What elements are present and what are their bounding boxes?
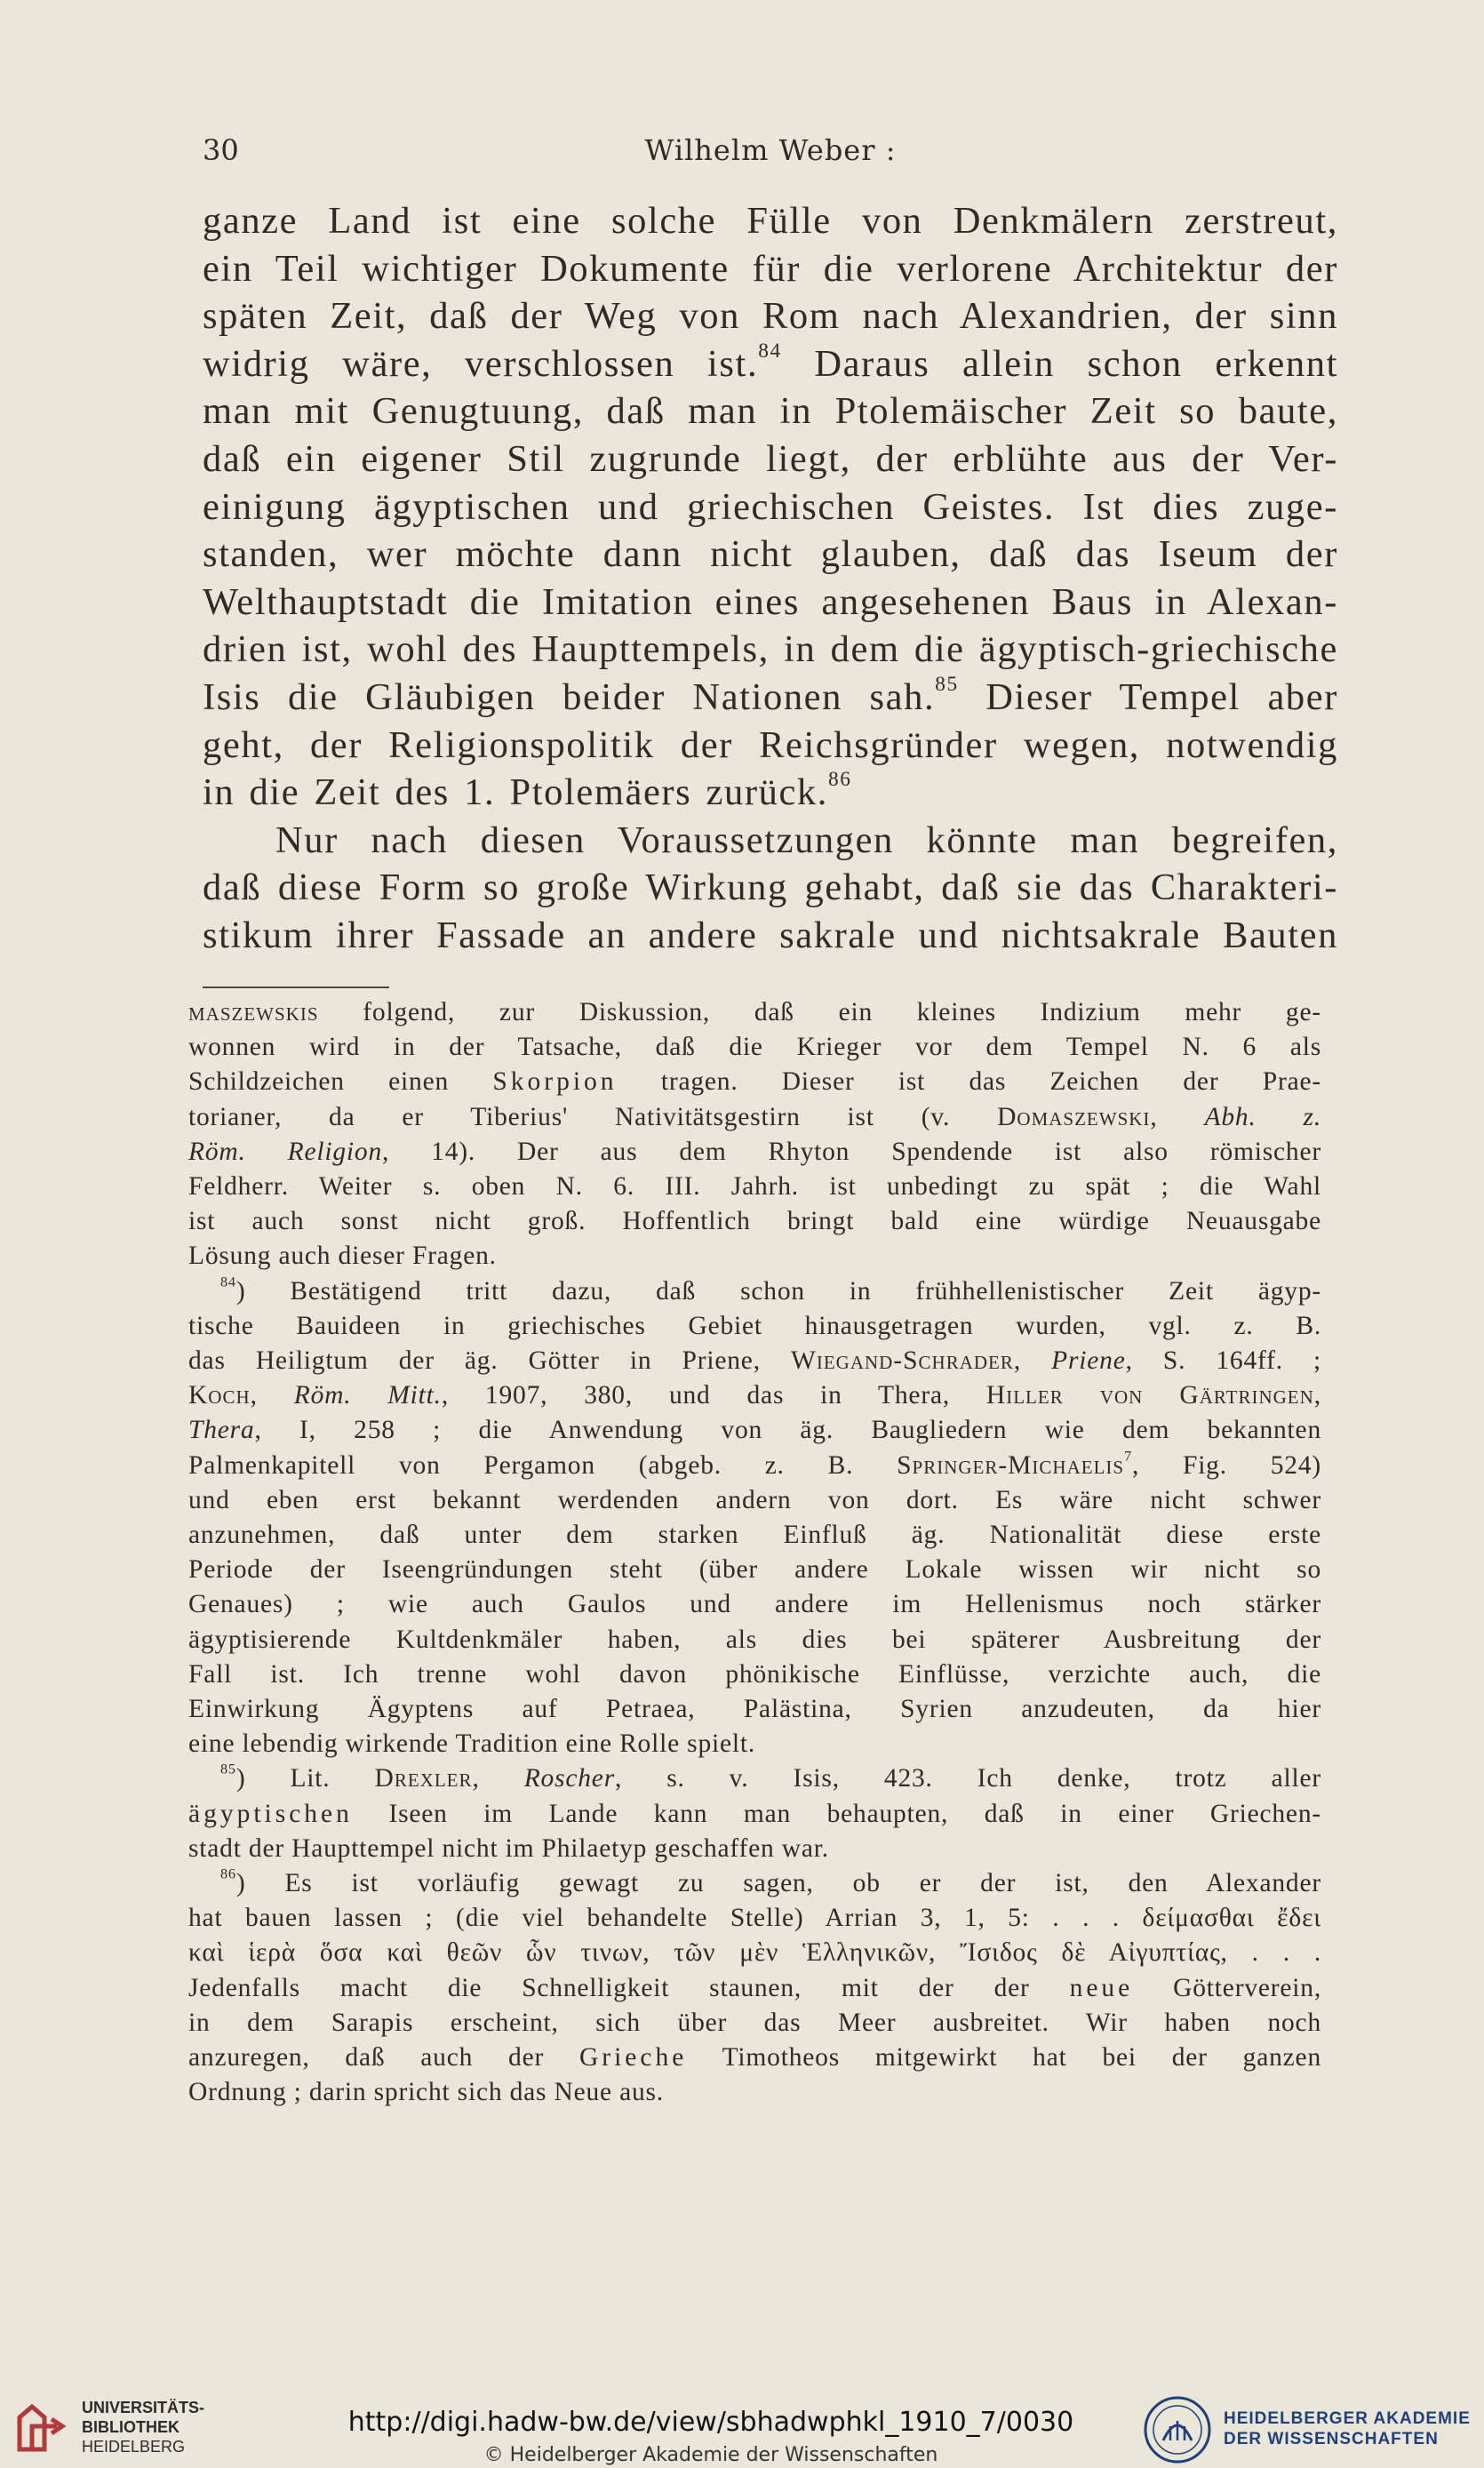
library-name: UNIVERSITÄTS- BIBLIOTHEK HEIDELBERG [82, 2399, 205, 2456]
footnote-line: Jedenfalls macht die Schnelligkeit staunen, mit der der neue Götterverein, [188, 1973, 1322, 2002]
footnote-line: Ordnung ; darin spricht sich das Neue aus. [188, 2078, 664, 2107]
library-logo-icon [12, 2400, 69, 2456]
academy-name: HEIDELBERGER AKADEMIE DER WISSENSCHAFTEN [1224, 2409, 1471, 2448]
university-library-logo[interactable] [12, 2396, 205, 2460]
body-line: daß diese Form so große Wirkung gehabt, daß sie das Charakteri- [203, 867, 1338, 909]
body-line: widrig wäre, verschlossen ist.$^{84}$ Daraus allein schon erkennt [203, 339, 1339, 385]
footnote-line: Schildzeichen einen Skorpion tragen. Dieser ist das Zeichen der Prae- [188, 1067, 1321, 1097]
footnote-line: καὶ ἱερὰ ὅσα καὶ θεῶν ὧν τινων, τῶν μὲν Ἑλληνικῶν, Ἴσιδος δὲ Αἰγυπτίας, . . . [188, 1938, 1321, 1968]
footnote-85: $^{85}$) Lit. Drexler, Roscher, s. v. Isis, 423. Ich denke, trotz aller [220, 1761, 1321, 1793]
footnote-line: tische Bauideen in griechisches Gebiet hinausgetragen wurden, vgl. z. B. [188, 1311, 1321, 1340]
footnote-line: Koch, Röm. Mitt., 1907, 380, und das in Thera, Hiller von Gärtringen, [188, 1381, 1321, 1410]
footnote-line: Feldherr. Weiter s. oben N. 6. III. Jahrh. ist unbedingt zu spät ; die Wahl [188, 1172, 1321, 1202]
body-line: man mit Genugtuung, daß man in Ptolemäischer Zeit so baute, [203, 390, 1338, 433]
footnote-line: ägyptischen Iseen im Lande kann man behaupten, daß in einer Griechen- [188, 1799, 1321, 1828]
academy-seal-icon [1142, 2394, 1213, 2465]
source-url-link[interactable]: http://digi.hadw-bw.de/view/sbhadwphkl_1910_7/0030 [347, 2407, 1074, 2438]
footnote-line: Periode der Iseengründungen steht (über andere Lokale wissen wir nicht so [188, 1555, 1321, 1585]
footnote-line: anzuregen, daß auch der Grieche Timotheos mitgewirkt hat bei der ganzen [188, 2043, 1321, 2073]
academy-logo[interactable] [1142, 2394, 1480, 2465]
body-line: stikum ihrer Fassade an andere sakrale und nichtsakrale Bauten [203, 914, 1338, 956]
body-line: in die Zeit des 1. Ptolemäers zurück.$^{86}$ [203, 768, 852, 814]
page-header [203, 133, 1338, 178]
footnote-line: ägyptisierende Kultdenkmäler haben, als dies bei späterer Ausbreitung der [188, 1625, 1321, 1654]
footnote-ref-86[interactable]: 86 [828, 768, 852, 792]
footnote-line: eine lebendig wirkende Tradition eine Rolle spielt. [188, 1729, 756, 1759]
page-number: 30 [203, 133, 239, 167]
footnote-line: Einwirkung Ägyptens auf Petraea, Palästina, Syrien anzudeuten, da hier [188, 1695, 1321, 1724]
body-line: standen, wer möchte dann nicht glauben, daß das Iseum der [203, 533, 1338, 576]
footnote-separator [203, 986, 389, 988]
footnotes [188, 995, 1321, 2111]
footnote-line: Thera, I, 258 ; die Anwendung von äg. Baugliedern wie dem bekannten [188, 1416, 1321, 1445]
footnote-line: Fall ist. Ich trenne wohl davon phönikische Einflüsse, verzichte auch, die [188, 1659, 1321, 1689]
footnote-line: anzunehmen, daß unter dem starken Einfluß äg. Nationalität diese erste [188, 1521, 1321, 1550]
footnote-ref-84[interactable]: 84 [758, 339, 782, 363]
footnote-line: das Heiligtum der äg. Götter in Priene, Wiegand-Schrader, Priene, S. 164ff. ; [188, 1346, 1321, 1376]
footnote-line: hat bauen lassen ; (die viel behandelte Stelle) Arrian 3, 1, 5: . . . δείμασθαι ἔδει [188, 1904, 1321, 1933]
footnote-line: stadt der Haupttempel nicht im Philaetyp geschaffen war. [188, 1833, 829, 1863]
footnote-line: maszewskis folgend, zur Diskussion, daß ein kleines Indizium mehr ge- [188, 998, 1321, 1026]
footnote-line: Lösung auch dieser Fragen. [188, 1242, 497, 1271]
footnote-line: wonnen wird in der Tatsache, daß die Krieger vor dem Tempel N. 6 als [188, 1033, 1321, 1062]
footnote-line: und eben erst bekannt werdenden andern von dort. Es wäre nicht schwer [188, 1485, 1321, 1514]
body-line: ein Teil wichtiger Dokumente für die verlorene Architektur der [203, 247, 1338, 290]
footnote-84: $^{84}$) Bestätigend tritt dazu, daß schon in frühhellenistischer Zeit ägyp- [220, 1274, 1321, 1306]
body-line: Nur nach diesen Voraussetzungen könnte man begreifen, [275, 819, 1338, 861]
footnote-line: in dem Sarapis erscheint, sich über das Meer ausbreitet. Wir haben noch [188, 2008, 1321, 2037]
body-line: Isis die Gläubigen beider Nationen sah.$^{85}$ Dieser Tempel aber [203, 672, 1338, 718]
body-line: ganze Land ist eine solche Fülle von Denkmälern zerstreut, [203, 200, 1338, 242]
footnote-line: ist auch sonst nicht groß. Hoffentlich bringt bald eine würdige Neuausgabe [188, 1207, 1321, 1236]
body-line: drien ist, wohl des Haupttempels, in dem die ägyptisch-griechische [203, 628, 1338, 671]
copyright-notice: © Heidelberger Akademie der Wissenschaften [483, 2444, 938, 2466]
footnote-86: $^{86}$) Es ist vorläufig gewagt zu sagen, ob er der ist, den Alexander [220, 1865, 1321, 1898]
footnote-line: Genaues) ; wie auch Gaulos und andere im Hellenismus noch stärker [188, 1590, 1321, 1619]
footnote-line: Palmenkapitell von Pergamon (abgeb. z. B. Springer-Michaelis$^7$, Fig. 524) [188, 1448, 1321, 1480]
body-line: daß ein eigener Stil zugrunde liegt, der erblühte aus der Ver- [203, 437, 1338, 480]
body-text [203, 197, 1338, 960]
footer [0, 2391, 1484, 2468]
body-line: Welthauptstadt die Imitation eines angesehenen Baus in Alexan- [203, 580, 1338, 623]
body-line: einigung ägyptischen und griechischen Geistes. Ist dies zuge- [203, 485, 1338, 528]
footnote-line: torianer, da er Tiberius' Nativitätsgestirn ist (v. Domaszewski, Abh. z. [188, 1102, 1322, 1131]
body-line: geht, der Religionspolitik der Reichsgründer wegen, notwendig [203, 723, 1338, 766]
footnote-line: Röm. Religion, 14). Der aus dem Rhyton Spendende ist also römischer [188, 1137, 1321, 1166]
running-head: Wilhelm Weber : [644, 133, 897, 167]
footnote-ref-85[interactable]: 85 [935, 672, 959, 696]
body-line: späten Zeit, daß der Weg von Rom nach Alexandrien, der sinn [203, 295, 1338, 338]
